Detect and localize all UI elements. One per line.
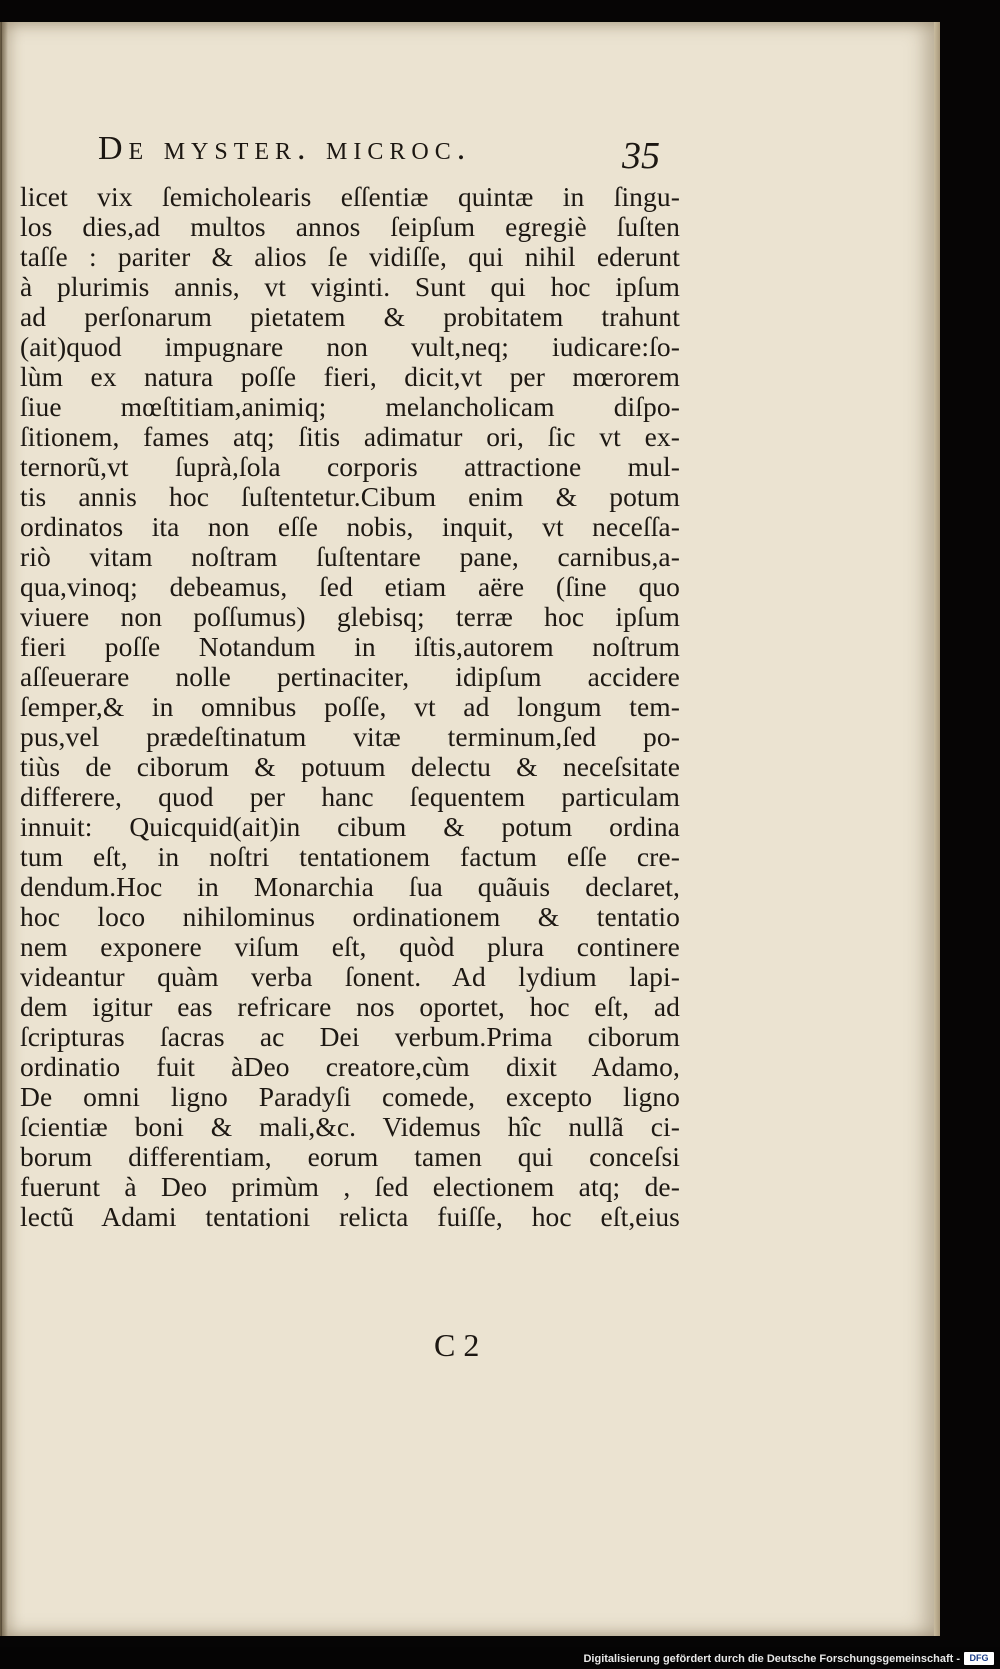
text-line: lùm ex natura poſſe fieri, dicit,vt per mœrorem — [20, 362, 680, 392]
text-line: innuit: Quicquid(ait)in cibum & potum ordina — [20, 812, 680, 842]
footer-bar — [0, 1647, 1000, 1669]
text-line: los dies,ad multos annos ſeipſum egregiè ſuſten — [20, 212, 680, 242]
text-line: fuerunt à Deo primùm , ſed electionem atq; de- — [20, 1172, 680, 1202]
text-line: riò vitam noſtram ſuſtentare pane, carnibus,a- — [20, 542, 680, 572]
page-number: 35 — [622, 135, 660, 177]
text-line: (ait)quod impugnare non vult,neq; iudicare:ſo- — [20, 332, 680, 362]
funding-credit: Digitalisierung gefördert durch die Deutsche Forschungsgemeinschaft - — [583, 1653, 960, 1665]
text-line: ordinatos ita non eſſe nobis, inquit, vt neceſſa- — [20, 512, 680, 542]
text-line: ſcientiæ boni & mali,&c. Videmus hîc nullã ci- — [20, 1112, 680, 1142]
text-line: De omni ligno Paradyſi comede, excepto ligno — [20, 1082, 680, 1112]
running-head: De myster. microc. — [98, 130, 472, 167]
text-line: qua,vinoq; debeamus, ſed etiam aëre (ſine quo — [20, 572, 680, 602]
text-line: tum eſt, in noſtri tentationem factum eſſe cre- — [20, 842, 680, 872]
text-line: lectũ Adami tentationi relicta fuiſſe, hoc eſt,eius — [20, 1202, 680, 1232]
text-line: ſiue mœſtitiam,animiq; melancholicam diſpo- — [20, 392, 680, 422]
text-line: aſſeuerare nolle pertinaciter, idipſum accidere — [20, 662, 680, 692]
text-line: hoc loco nihilominus ordinationem & tentatio — [20, 902, 680, 932]
text-line: nem exponere viſum eſt, quòd plura continere — [20, 932, 680, 962]
text-line: ſemper,& in omnibus poſſe, vt ad longum tem- — [20, 692, 680, 722]
text-line: dem igitur eas refricare nos oportet, hoc eſt, ad — [20, 992, 680, 1022]
book-page — [2, 22, 940, 1636]
spine-shadow — [0, 22, 8, 1636]
text-line: tis annis hoc ſuſtentetur.Cibum enim & potum — [20, 482, 680, 512]
dfg-logo-icon: DFG — [964, 1652, 994, 1665]
signature-mark: C 2 — [434, 1327, 480, 1363]
text-line: videantur quàm verba ſonent. Ad lydium lapi- — [20, 962, 680, 992]
text-line: pus,vel prædeſtinatum vitæ terminum,ſed po- — [20, 722, 680, 752]
text-line: à plurimis annis, vt viginti. Sunt qui hoc ipſum — [20, 272, 680, 302]
text-line: ad perſonarum pietatem & probitatem trahunt — [20, 302, 680, 332]
text-line: ſcripturas ſacras ac Dei verbum.Prima ciborum — [20, 1022, 680, 1052]
text-block — [20, 182, 680, 1232]
text-line: ternorũ,vt ſuprà,ſola corporis attractione mul- — [20, 452, 680, 482]
text-line: licet vix ſemicholearis eſſentiæ quintæ in ſingu- — [20, 182, 680, 212]
text-line: viuere non poſſumus) glebisq; terræ hoc ipſum — [20, 602, 680, 632]
text-line: differere, quod per hanc ſequentem particulam — [20, 782, 680, 812]
text-line: dendum.Hoc in Monarchia ſua quãuis declaret, — [20, 872, 680, 902]
text-line: borum differentiam, eorum tamen qui conceſsi — [20, 1142, 680, 1172]
text-line: taſſe : pariter & alios ſe vidiſſe, qui nihil ederunt — [20, 242, 680, 272]
text-line: ordinatio fuit àDeo creatore,cùm dixit Adamo, — [20, 1052, 680, 1082]
text-line: ſitionem, fames atq; ſitis adimatur ori, ſic vt ex- — [20, 422, 680, 452]
text-line: fieri poſſe Notandum in iſtis,autorem noſtrum — [20, 632, 680, 662]
text-line: tiùs de ciborum & potuum delectu & neceſsitate — [20, 752, 680, 782]
